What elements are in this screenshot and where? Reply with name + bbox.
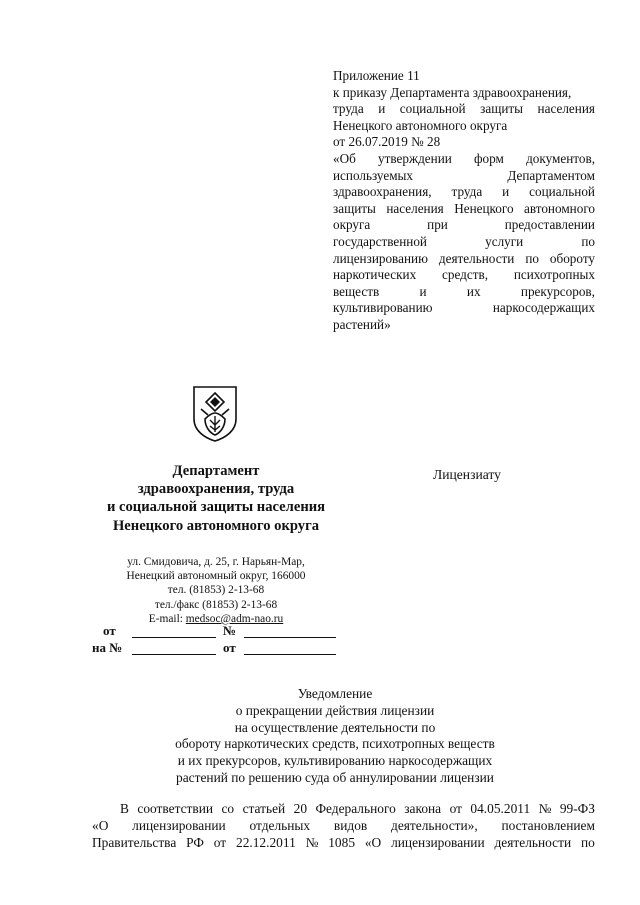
word: утверждении — [378, 150, 452, 166]
word: «О — [364, 834, 382, 850]
email-link[interactable]: medsoc@adm-nao.ru — [185, 612, 284, 625]
appendix-line — [333, 284, 595, 301]
notice-title — [150, 686, 520, 787]
word: округа — [333, 217, 371, 233]
word: соответствии — [137, 801, 214, 816]
reference-date-label: от — [223, 640, 236, 655]
word: от — [213, 834, 227, 850]
appendix-line: Ненецкого автономного округа — [333, 117, 508, 133]
email-label: E-mail: — [148, 612, 186, 625]
word: их — [466, 283, 481, 299]
appendix-line — [333, 184, 595, 201]
word: социальной — [529, 184, 595, 200]
word: государственной — [333, 233, 427, 249]
word: обороту — [549, 250, 595, 266]
word: деятельности — [438, 250, 515, 266]
word: «Об — [333, 150, 356, 166]
word: здравоохранения, — [333, 184, 432, 200]
word: 04.05.2011 — [470, 801, 531, 816]
word: по — [581, 834, 595, 850]
appendix-line — [333, 217, 595, 234]
word: и — [378, 101, 386, 117]
word: наркосодержащих — [492, 300, 595, 316]
word: лицензированию — [333, 250, 428, 266]
department-name — [96, 462, 336, 535]
notice-title-line: о прекращении действия лицензии — [235, 702, 435, 718]
notice-title-line: на осуществление деятельности по — [234, 719, 436, 735]
word: психотропных — [513, 267, 595, 283]
word: и — [419, 283, 427, 299]
appendix-line — [333, 267, 595, 284]
word: средств, — [442, 267, 489, 283]
word: отдельных — [249, 817, 311, 833]
department-name-line: и социальной защиты населения — [106, 499, 326, 516]
address-line: ул. Смидовича, д. 25, г. Нарьян-Мар, — [127, 556, 305, 568]
word: «О — [92, 817, 109, 833]
word: РФ — [186, 834, 204, 850]
word: Правительства — [92, 834, 177, 850]
word: Ненецкого — [454, 200, 514, 216]
word: населения — [537, 101, 595, 117]
word: от — [449, 801, 462, 816]
recipient-label: Лицензиату — [433, 467, 501, 482]
department-name-line: Департамент — [172, 463, 260, 479]
appendix-line — [333, 101, 595, 118]
word: при — [427, 217, 448, 233]
appendix-line — [333, 234, 595, 251]
appendix-line — [333, 151, 595, 168]
word: Федерального — [315, 801, 396, 816]
appendix-line — [333, 201, 595, 218]
department-name-line: здравоохранения, труда — [137, 481, 295, 498]
word: Департаментом — [507, 167, 595, 183]
word: документов, — [526, 150, 595, 166]
department-name-line: Ненецкого автономного округа — [112, 517, 320, 534]
word: труда — [451, 184, 483, 200]
word: 99-ФЗ — [559, 801, 595, 816]
appendix-line — [333, 168, 595, 185]
word: № — [305, 834, 319, 850]
word: и — [502, 184, 510, 200]
word: деятельности — [494, 834, 572, 850]
word: постановлением — [501, 817, 595, 833]
word: 22.12.2011 — [236, 834, 296, 850]
word: защиты — [480, 101, 524, 117]
department-address — [100, 555, 332, 626]
word: культивированию — [333, 300, 433, 316]
word: форм — [474, 150, 504, 166]
appendix-line — [333, 251, 595, 268]
word: со — [221, 801, 235, 816]
reference-date-field[interactable] — [244, 654, 336, 655]
nao-coat-of-arms-icon — [191, 385, 239, 443]
word: услуги — [485, 233, 524, 249]
word: закона — [404, 801, 442, 816]
notice-title-line: Уведомление — [297, 686, 373, 701]
word: наркотических — [333, 267, 417, 283]
word: 20 — [293, 801, 308, 816]
word: труда — [333, 101, 364, 117]
word: лицензировании — [132, 817, 226, 833]
word: статьей — [242, 801, 286, 816]
reference-number-label: на № — [92, 640, 123, 655]
word: предоставлении — [504, 217, 595, 233]
email-line — [100, 612, 332, 626]
notice-title-line: и их прекурсоров, культивированию наркосодержащих — [177, 753, 493, 769]
appendix-line: к приказу Департамента здравоохранения, — [333, 84, 572, 100]
word: 1085 — [328, 834, 356, 850]
body-line — [92, 835, 595, 852]
from-date-label: от — [103, 623, 116, 638]
word: лицензировании — [391, 834, 485, 850]
word: веществ — [333, 283, 380, 299]
outgoing-number-field[interactable] — [244, 637, 336, 638]
address-line: Ненецкий автономный округ, 166000 — [126, 570, 306, 583]
word: по — [525, 250, 539, 266]
phone-line: тел. (81853) 2-13-68 — [167, 584, 265, 597]
word: прекурсоров, — [520, 283, 595, 299]
word: № — [538, 801, 552, 816]
word: автономного — [523, 200, 595, 216]
notice-title-line: растений по решению суда об аннулировании лицензии — [176, 769, 494, 785]
notice-title-line: обороту наркотических средств, психотропных веществ — [175, 736, 495, 752]
appendix-line — [333, 300, 595, 317]
word: социальной — [399, 101, 466, 117]
word: деятельности», — [391, 817, 478, 833]
word: по — [581, 233, 595, 249]
outgoing-number-label: № — [223, 623, 237, 638]
appendix-block — [333, 68, 595, 334]
word: защиты — [333, 200, 376, 216]
body-paragraph — [92, 801, 595, 851]
appendix-line: растений» — [333, 316, 391, 332]
word: В — [120, 801, 129, 816]
word: населения — [386, 200, 444, 216]
appendix-line: от 26.07.2019 № 28 — [333, 134, 441, 150]
appendix-line: Приложение 11 — [333, 68, 420, 83]
body-line — [92, 818, 595, 835]
from-date-field[interactable] — [132, 637, 216, 638]
reference-number-field[interactable] — [132, 654, 216, 655]
word: видов — [333, 817, 368, 833]
word: используемых — [333, 167, 413, 183]
body-line — [92, 801, 595, 818]
fax-line: тел./факс (81853) 2-13-68 — [154, 598, 278, 611]
